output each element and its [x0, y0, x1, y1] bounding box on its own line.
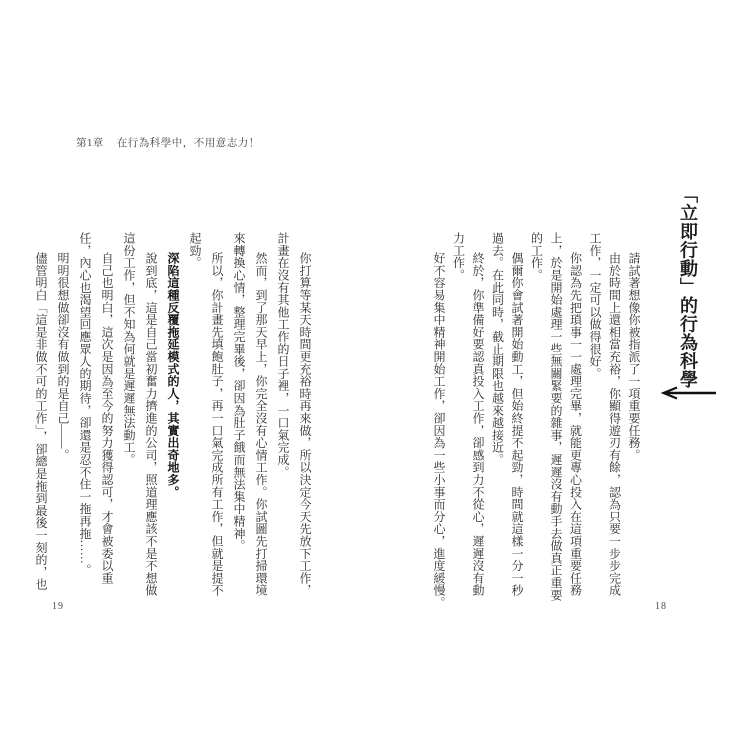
text-column: 說到底，這是自己當初奮力擠進的公司，照道理應該不是不想做: [144, 252, 158, 597]
text-column: 計畫在沒有其他工作的日子裡，一口氣完成。: [276, 232, 290, 478]
left-page-text: [29, 232, 316, 597]
section-title: 「立即行動」的行為科學: [678, 185, 698, 389]
text-column: 上，於是開始處理一些無關緊要的雜事，遲遲沒有動手去做真正重要: [549, 232, 563, 601]
text-column: 你打算等某天時間更充裕時再來做，所以決定今天先放下工作，: [298, 252, 312, 597]
text-column: 然而，到了那天早上，你完全沒有心情工作。你試圖先打掃環境: [254, 252, 268, 597]
text-column: 儘管明白「這是非做不可的工作」，卻總是拖到最後一刻的，也: [34, 252, 48, 591]
text-column: 終於，你準備好要認真投入工作，卻感到力不從心，遲遲沒有動: [471, 252, 485, 597]
page-number-right: 18: [655, 601, 667, 612]
text-column: 任，內心也渴望回應眾人的期待，卻還是忍不住一拖再拖……。: [78, 232, 92, 577]
running-head: [76, 135, 260, 150]
text-column: 這份工作，但不知為何就是遲遲無法動工。: [122, 232, 136, 466]
text-column: 明明很想做卻沒有做到的是自己——。: [56, 252, 70, 462]
text-column: 請試著想像你被指派了一項重要任務。: [627, 252, 641, 462]
text-column: 過去。在此同時，截止期限也越來越接近。: [490, 232, 505, 466]
text-column: 你認為先把瑣事一一處理完畢，就能更專心投入在這項重要任務: [568, 252, 583, 597]
text-column: 來轉換心情，整理完畢後，卻因為肚子餓而無法集中精神。: [232, 232, 246, 552]
right-page-text: [428, 232, 643, 610]
text-column: 由於時間上還相當充裕，你顯得遊刃有餘，認為只要一步步完成: [607, 252, 622, 597]
text-column: 好不容易集中精神開始工作，卻因為一些小事而分心，進度緩慢。: [432, 252, 446, 610]
text-column: 自己也明白，這次是因為至今的努力獲得認可，才會被委以重: [100, 252, 114, 585]
chapter-number: 第1章: [76, 138, 104, 149]
text-column: 力工作。: [451, 232, 466, 282]
left-arrow-icon: [660, 386, 718, 400]
text-column: 深陷這種反覆拖延模式的人，其實出奇地多。: [166, 252, 180, 499]
page-number-left: 19: [52, 601, 64, 612]
text-column: 所以，你計畫先填飽肚子，再一口氣完成所有工作，但就是提不: [210, 252, 224, 597]
text-column: 起勁。: [188, 232, 202, 269]
chapter-title: 在行為科學中，不用意志力！: [116, 138, 260, 149]
text-column: 的工作。: [529, 232, 544, 282]
text-column: 工作，一定可以做得很好。: [588, 232, 602, 380]
text-column: 偶爾你會試著開始動工，但始終提不起勁，時間就這樣一分一秒: [510, 252, 524, 597]
